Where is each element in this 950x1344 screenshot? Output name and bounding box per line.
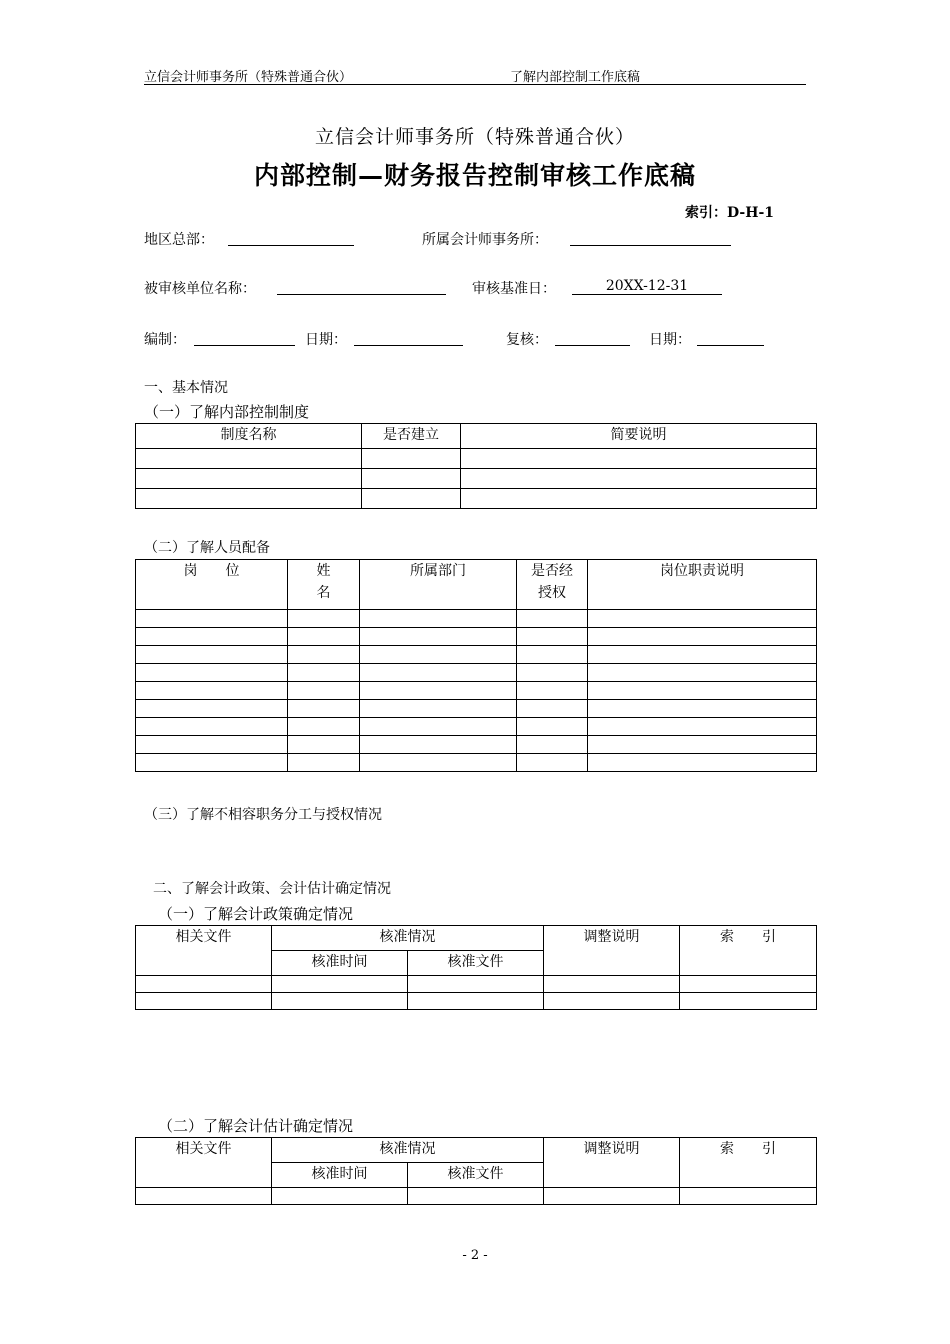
table-row: [136, 993, 817, 1010]
col-header-approval-doc: 核准文件: [408, 1163, 544, 1188]
staffing-table: [135, 559, 817, 772]
col-header-approval-doc: 核准文件: [408, 951, 544, 976]
index-reference: 索引：D-H-1: [685, 205, 774, 221]
accounting-estimate-table: [135, 1137, 817, 1205]
date2-label: 日期：: [649, 332, 691, 348]
col-header-system-name: 制度名称: [136, 424, 362, 449]
page-number: - 2 -: [462, 1248, 488, 1263]
table-row: [136, 489, 817, 509]
table-row: [136, 736, 817, 754]
table-row: [136, 449, 817, 469]
internal-control-table: [135, 423, 817, 509]
col-header-adjustment: 调整说明: [544, 1138, 680, 1188]
col-header-duty-desc: 岗位职责说明: [588, 560, 817, 610]
table-row: [136, 610, 817, 628]
section1-title: 一、基本情况: [144, 380, 228, 396]
firm-title: 立信会计师事务所（特殊普通合伙）: [314, 126, 635, 148]
section1-sub2-title: （二）了解人员配备: [144, 540, 270, 556]
col-header-related-doc: 相关文件: [136, 926, 272, 976]
col-header-brief-desc: 简要说明: [461, 424, 817, 449]
table-row: [136, 718, 817, 736]
col-header-approval-time: 核准时间: [272, 951, 408, 976]
table-row: [136, 754, 817, 772]
table-row: [136, 646, 817, 664]
table-row: [136, 1188, 817, 1205]
col-header-index: 索 引: [680, 1138, 817, 1188]
header-left: 立信会计师事务所（特殊普通合伙）: [144, 70, 353, 85]
table-row: [136, 628, 817, 646]
section2-title: 二、了解会计政策、会计估计确定情况: [153, 881, 391, 897]
section1-sub3-title: （三）了解不相容职务分工与授权情况: [144, 807, 382, 823]
col-header-department: 所属部门: [360, 560, 517, 610]
firm-label: 所属会计师事务所：: [422, 232, 548, 248]
col-header-position: 岗 位: [136, 560, 288, 610]
col-header-adjustment: 调整说明: [544, 926, 680, 976]
section1-sub1-title: （一）了解内部控制制度: [144, 403, 310, 421]
col-header-index: 索 引: [680, 926, 817, 976]
date1-field[interactable]: [354, 345, 463, 346]
audited-unit-field[interactable]: [277, 294, 446, 295]
table-row: [136, 682, 817, 700]
region-field[interactable]: [228, 245, 354, 246]
prepared-label: 编制：: [144, 332, 186, 348]
col-header-authorized: 是否经 授权: [517, 560, 588, 610]
col-header-name: 姓 名: [288, 560, 360, 610]
page-title: 内部控制—财务报告控制审核工作底稿: [253, 161, 696, 190]
col-header-established: 是否建立: [362, 424, 461, 449]
header-right: 了解内部控制工作底稿: [510, 70, 641, 85]
section2-sub2-title: （二）了解会计估计确定情况: [158, 1117, 354, 1135]
col-header-approval-time: 核准时间: [272, 1163, 408, 1188]
col-header-related-doc: 相关文件: [136, 1138, 272, 1188]
audited-unit-label: 被审核单位名称：: [144, 281, 256, 297]
region-label: 地区总部：: [144, 232, 214, 248]
header-rule: [144, 84, 806, 85]
table-row: [136, 700, 817, 718]
reviewed-label: 复核：: [506, 332, 548, 348]
reviewed-field[interactable]: [555, 345, 630, 346]
col-header-approval: 核准情况: [272, 1138, 544, 1163]
table-row: [136, 976, 817, 993]
table-row: [136, 664, 817, 682]
date2-field[interactable]: [697, 345, 764, 346]
date1-label: 日期：: [305, 332, 347, 348]
firm-field[interactable]: [570, 245, 731, 246]
col-header-approval: 核准情况: [272, 926, 544, 951]
prepared-field[interactable]: [194, 345, 295, 346]
audit-date-label: 审核基准日：: [472, 281, 556, 297]
accounting-policy-table: [135, 925, 817, 1010]
audit-date-field[interactable]: [572, 294, 722, 295]
section2-sub1-title: （一）了解会计政策确定情况: [158, 905, 354, 923]
table-row: [136, 469, 817, 489]
audit-date-value: 20XX-12-31: [605, 278, 689, 294]
